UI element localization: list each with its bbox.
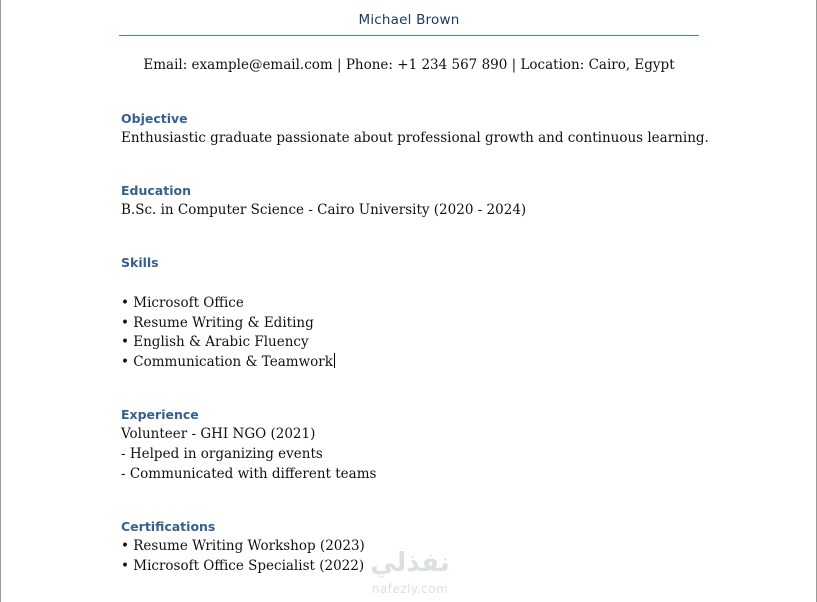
watermark-arabic-text: نفذلي	[370, 548, 450, 578]
text-cursor	[334, 353, 335, 368]
experience-line: - Communicated with different teams	[121, 466, 377, 482]
certifications-heading: Certifications	[121, 519, 216, 534]
watermark-latin-text: nafezly.com	[371, 582, 449, 596]
title-underline-rule	[119, 35, 699, 36]
experience-heading: Experience	[121, 407, 199, 422]
certification-item: • Microsoft Office Specialist (2022)	[121, 558, 365, 574]
education-text: B.Sc. in Computer Science - Cairo University (2020 - 2024)	[121, 202, 527, 218]
resume-name-title: Michael Brown	[358, 12, 460, 28]
objective-heading: Objective	[121, 111, 188, 126]
objective-text: Enthusiastic graduate passionate about professional growth and continuous learning.	[121, 130, 709, 146]
experience-line: Volunteer - GHI NGO (2021)	[121, 426, 316, 442]
skill-item: • Communication & Teamwork	[121, 354, 333, 370]
skills-heading: Skills	[121, 255, 159, 270]
education-heading: Education	[121, 183, 191, 198]
nafezly-watermark	[357, 548, 463, 602]
skill-item: • Resume Writing & Editing	[121, 315, 314, 331]
skill-item: • Microsoft Office	[121, 295, 244, 311]
skill-item: • English & Arabic Fluency	[121, 334, 309, 350]
skill-item-with-cursor[interactable]	[121, 352, 335, 372]
certification-item: • Resume Writing Workshop (2023)	[121, 538, 365, 554]
experience-line: - Helped in organizing events	[121, 446, 323, 462]
contact-line: Email: example@email.com | Phone: +1 234 567 890 | Location: Cairo, Egypt	[143, 57, 675, 73]
